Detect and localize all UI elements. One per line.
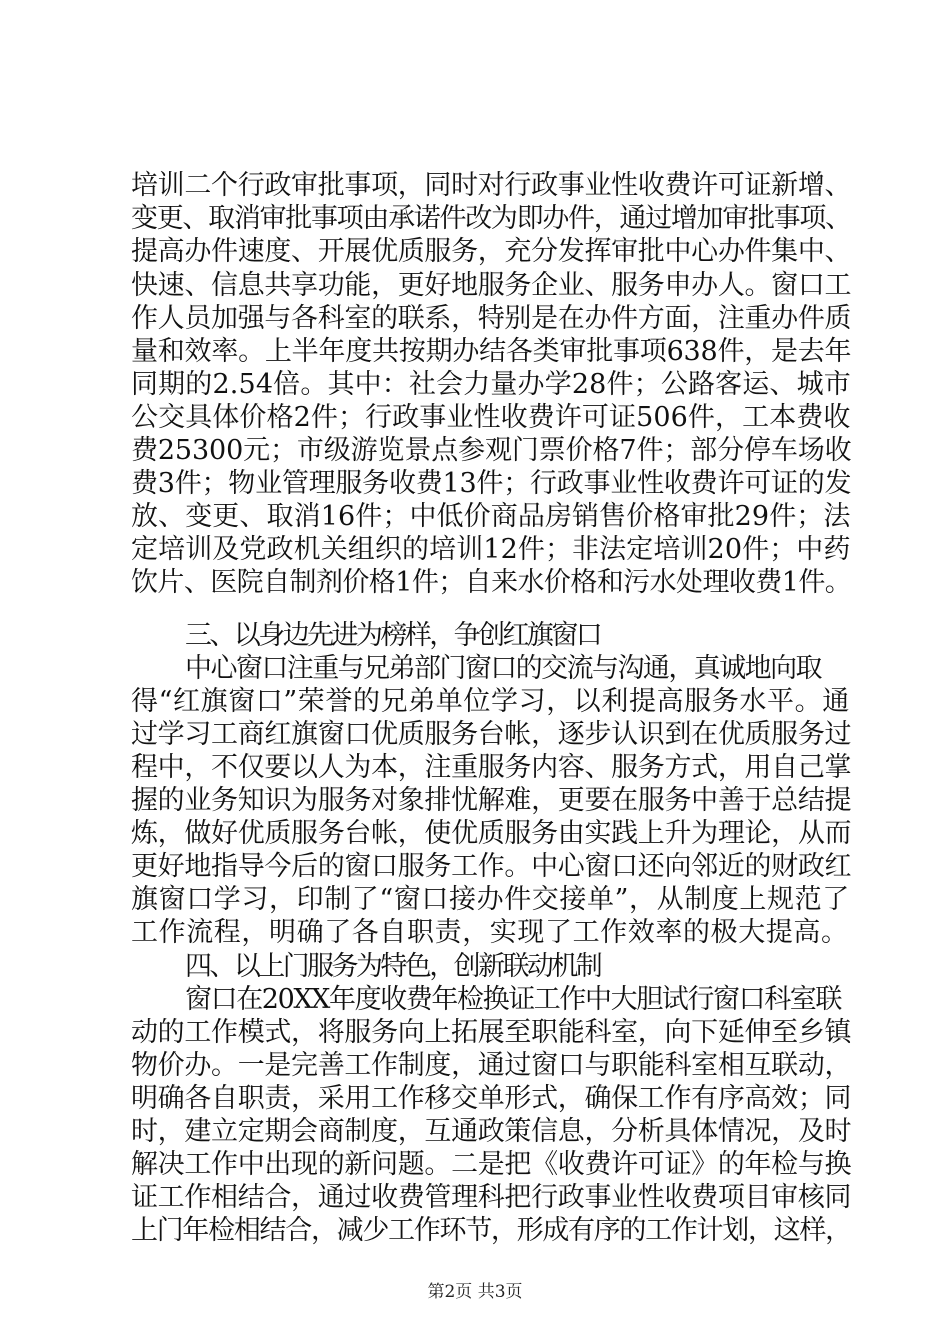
text-line: 放、变更、取消16件；中低价商品房销售价格审批29件；法 [131, 501, 851, 532]
text-line: 解决工作中出现的新问题。二是把《收费许可证》的年检与换 [131, 1149, 852, 1180]
text-line: 旗窗口学习，印制了“窗口接办件交接单”，从制度上规范了 [131, 884, 850, 915]
text-line: 快速、信息共享功能，更好地服务企业、服务申办人。窗口工 [131, 270, 852, 301]
text-line: 工作流程，明确了各自职责，实现了工作效率的极大提高。 [131, 917, 849, 948]
page-footer: 第2页 共3页 [427, 1282, 523, 1302]
text-line: 费3件；物业管理服务收费13件；行政事业性收费许可证的发 [131, 468, 852, 499]
text-line: 握的业务知识为服务对象排忧解难，更要在服务中善于总结提 [131, 785, 852, 816]
text-line: 得“红旗窗口”荣誉的兄弟单位学习，以利提高服务水平。通 [131, 686, 850, 717]
text-line: 动的工作模式，将服务向上拓展至职能科室，向下延伸至乡镇 [131, 1017, 852, 1048]
text-line: 提高办件速度、开展优质服务，充分发挥审批中心办件集中、 [131, 236, 852, 267]
text-line: 程中，不仅要以人为本，注重服务内容、服务方式，用自己掌 [131, 752, 852, 783]
text-line: 时，建立定期会商制度，互通政策信息，分析具体情况，及时 [131, 1116, 852, 1147]
text-line: 上门年检相结合，减少工作环节，形成有序的工作计划，这样， [131, 1215, 851, 1246]
text-line: 窗口在20XX年度收费年检换证工作中大胆试行窗口科室联 [185, 984, 841, 1015]
section-heading: 四、以上门服务为特色，创新联动机制 [185, 951, 601, 982]
section-heading: 三、以身边先进为榜样，争创红旗窗口 [185, 620, 601, 651]
text-line: 物价办。一是完善工作制度，通过窗口与职能科室相互联动， [131, 1050, 852, 1081]
text-line: 明确各自职责，采用工作移交单形式，确保工作有序高效；同 [131, 1083, 852, 1114]
text-line: 过学习工商红旗窗口优质服务台帐，逐步认识到在优质服务过 [131, 719, 852, 750]
text-line: 同期的2.54倍。其中：社会力量办学28件；公路客运、城市 [131, 369, 851, 400]
text-line: 炼，做好优质服务台帐，使优质服务由实践上升为理论，从而 [131, 818, 852, 849]
text-line: 培训二个行政审批事项，同时对行政事业性收费许可证新增、 [131, 170, 852, 201]
text-line: 公交具体价格2件；行政事业性收费许可证506件，工本费收 [131, 402, 851, 433]
text-line: 证工作相结合，通过收费管理科把行政事业性收费项目审核同 [131, 1182, 852, 1213]
text-line: 作人员加强与各科室的联系，特别是在办件方面，注重办件质 [131, 303, 852, 334]
text-line: 量和效率。上半年度共按期办结各类审批事项638件，是去年 [131, 336, 852, 367]
text-line: 变更、取消审批事项由承诺件改为即办件，通过增加审批事项、 [131, 203, 851, 234]
text-line: 定培训及党政机关组织的培训12件；非法定培训20件；中药 [131, 534, 851, 565]
text-line: 中心窗口注重与兄弟部门窗口的交流与沟通，真诚地向取 [185, 653, 821, 684]
text-line: 费25300元；市级游览景点参观门票价格7件；部分停车场收 [131, 435, 852, 466]
text-line: 饮片、医院自制剂价格1件；自来水价格和污水处理收费1件。 [131, 567, 852, 598]
text-line: 更好地指导今后的窗口服务工作。中心窗口还向邻近的财政红 [131, 851, 852, 882]
